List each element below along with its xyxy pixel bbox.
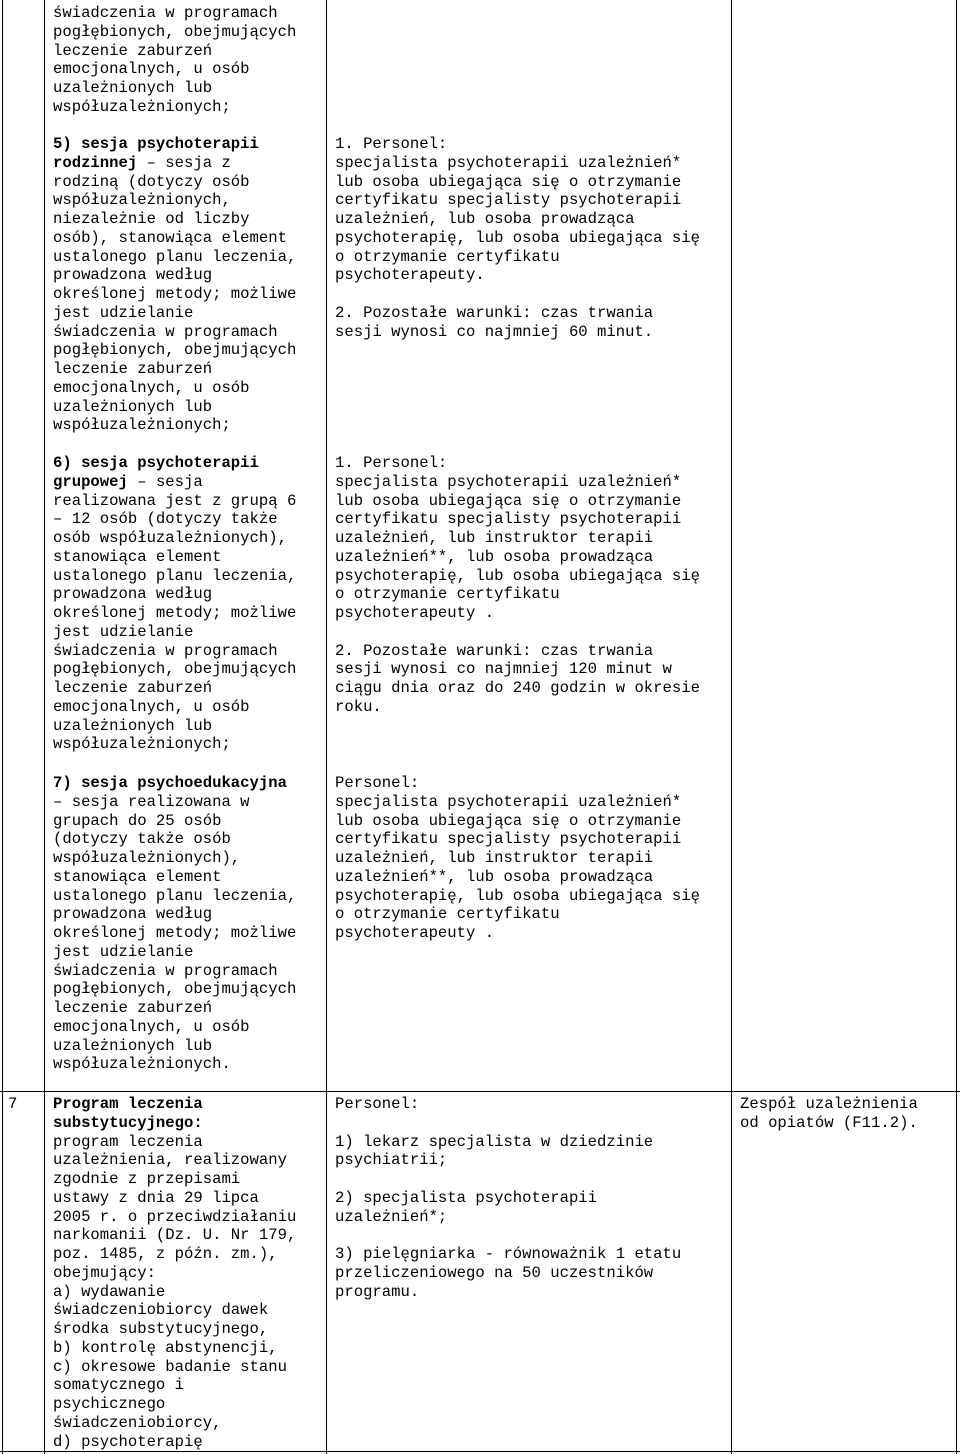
requirement-line: psychoterapię, lub osoba ubiegająca się	[335, 228, 700, 247]
service-line: świadczenia w programach	[53, 641, 278, 660]
service-description-psychoeducation	[53, 774, 296, 1074]
requirement-line	[335, 623, 700, 642]
service-title-line	[53, 1095, 296, 1114]
service-line: program leczenia	[53, 1132, 203, 1151]
requirement-line: uzależnień, lub instruktor terapii	[335, 849, 654, 867]
service-description-family-session	[53, 135, 296, 435]
requirement-line: psychoterapię, lub osoba ubiegająca się	[335, 566, 700, 585]
requirement-line: o otrzymanie certyfikatu	[335, 247, 560, 266]
service-line: emocjonalnych, u osób	[53, 1017, 250, 1036]
service-line: stanowiąca element	[53, 867, 222, 886]
service-line: emocjonalnych, u osób	[53, 60, 250, 79]
requirement-line: ciągu dnia oraz do 240 godzin w okresie	[335, 679, 700, 697]
service-line: współuzależnionych;	[53, 735, 231, 754]
service-description-continued	[53, 4, 296, 117]
service-line: środka substytucyjnego,	[53, 1320, 269, 1338]
service-line: współuzależnionych,	[53, 191, 231, 210]
requirements-group-session	[335, 454, 700, 717]
service-title: substytucyjnego	[53, 1113, 194, 1132]
requirement-line: o otrzymanie certyfikatu	[335, 905, 560, 924]
service-line: emocjonalnych, u osób	[53, 697, 250, 716]
service-line: leczenie zaburzeń	[53, 999, 213, 1017]
requirement-line: lub osoba ubiegająca się o otrzymanie	[335, 811, 682, 830]
service-title: grupowej	[53, 472, 128, 491]
service-line: grupach do 25 osób	[53, 811, 222, 830]
service-line: współuzależnionych),	[53, 849, 241, 867]
service-line: określonej metody; możliwe	[53, 604, 297, 622]
diagnosis-line: od opiatów (F11.2).	[740, 1113, 918, 1132]
diagnosis-line: Zespół uzależnienia	[740, 1095, 918, 1113]
requirement-line: specjalista psychoterapii uzależnień*	[335, 153, 682, 172]
service-line: zgodnie z przepisami	[53, 1170, 241, 1188]
service-line: współuzależnionych;	[53, 97, 231, 116]
service-line: (dotyczy także osób	[53, 830, 231, 849]
requirement-line: psychoterapeuty .	[335, 924, 495, 942]
service-line: współuzależnionych;	[53, 416, 231, 435]
service-line: pogłębionych, obejmujących	[53, 341, 297, 360]
requirement-line: programu.	[335, 1282, 420, 1301]
service-title: rodzinnej	[53, 153, 138, 172]
service-line: – 12 osób (dotyczy także	[53, 510, 278, 529]
service-line: świadczenia w programach	[53, 322, 278, 341]
service-line: psychicznego	[53, 1395, 166, 1413]
service-line: świadczenia w programach	[53, 961, 278, 980]
requirement-line	[335, 1170, 681, 1189]
diagnosis-substitution-program	[740, 1095, 918, 1133]
service-line: niezależnie od liczby	[53, 210, 250, 228]
requirement-line: psychoterapię, lub osoba ubiegająca się	[335, 886, 700, 905]
requirement-line: sesji wynosi co najmniej 60 minut.	[335, 322, 654, 341]
service-line: prowadzona według	[53, 585, 213, 604]
service-line: określonej metody; możliwe	[53, 924, 297, 942]
requirement-line: lub osoba ubiegająca się o otrzymanie	[335, 491, 682, 510]
service-title-line	[53, 473, 296, 492]
column-divider-lp	[44, 0, 45, 1454]
requirement-line: psychiatrii;	[335, 1151, 448, 1170]
requirement-line: 2) specjalista psychoterapii	[335, 1188, 598, 1207]
requirement-line	[335, 285, 700, 304]
requirements-psychoeducation	[335, 774, 700, 943]
service-line: prowadzona według	[53, 905, 213, 924]
service-line: jest udzielanie	[53, 303, 194, 322]
row-divider	[0, 1091, 960, 1092]
service-title-suffix: – sesja z	[137, 153, 231, 172]
requirement-line: 1) lekarz specjalista w dziedzinie	[335, 1132, 654, 1151]
service-line: ustalonego planu leczenia,	[53, 886, 297, 905]
service-line: uzależnionych lub	[53, 79, 213, 97]
requirement-line: sesji wynosi co najmniej 120 minut w	[335, 660, 672, 679]
service-line: d) psychoterapię	[53, 1432, 203, 1451]
service-title-suffix: – sesja	[127, 472, 203, 491]
row-number: 7	[8, 1095, 18, 1113]
service-line: narkomanii (Dz. U. Nr 179,	[53, 1226, 297, 1245]
requirement-line: roku.	[335, 697, 382, 716]
service-line: uzależnionych lub	[53, 397, 213, 416]
service-line: ustalonego planu leczenia,	[53, 566, 297, 585]
service-line: świadczenia w programach	[53, 4, 278, 22]
service-title: 5) sesja psychoterapii	[53, 135, 259, 153]
service-line: – sesja realizowana w	[53, 792, 250, 811]
service-title-line	[53, 1114, 296, 1133]
service-line: leczenie zaburzeń	[53, 679, 213, 697]
service-line: a) wydawanie	[53, 1282, 166, 1301]
requirement-line: Personel:	[335, 774, 420, 792]
requirement-line: specjalista psychoterapii uzależnień*	[335, 472, 682, 491]
service-line: pogłębionych, obejmujących	[53, 22, 297, 41]
service-line: leczenie zaburzeń	[53, 41, 213, 60]
requirement-line: 2. Pozostałe warunki: czas trwania	[335, 641, 654, 660]
service-line: somatycznego i	[53, 1376, 185, 1395]
service-line: ustawy z dnia 29 lipca	[53, 1188, 259, 1207]
service-line: jest udzielanie	[53, 622, 194, 641]
service-line: emocjonalnych, u osób	[53, 378, 250, 397]
requirement-line	[335, 1114, 681, 1133]
service-title: 7) sesja psychoedukacyjna	[53, 774, 287, 792]
service-line: określonej metody; możliwe	[53, 285, 297, 303]
service-line: uzależnionych lub	[53, 716, 213, 735]
requirement-line: psychoterapeuty.	[335, 266, 485, 285]
service-line: świadczeniobiorcy,	[53, 1413, 222, 1432]
service-line: stanowiąca element	[53, 547, 222, 566]
service-title-line	[53, 774, 296, 793]
service-line: uzależnienia, realizowany	[53, 1151, 287, 1170]
service-description-substitution-program	[53, 1095, 296, 1451]
requirement-line: 1. Personel:	[335, 454, 448, 472]
requirement-line: certyfikatu specjalisty psychoterapii	[335, 191, 682, 210]
service-line: pogłębionych, obejmujących	[53, 660, 297, 679]
service-line: uzależnionych lub	[53, 1036, 213, 1055]
service-line: b) kontrolę abstynencji,	[53, 1338, 278, 1357]
service-line: świadczeniobiorcy dawek	[53, 1301, 269, 1320]
requirement-line: specjalista psychoterapii uzależnień*	[335, 792, 682, 811]
service-line: ustalonego planu leczenia,	[53, 247, 297, 266]
service-title-suffix: :	[193, 1113, 203, 1132]
service-line: współuzależnionych.	[53, 1055, 231, 1074]
requirement-line: uzależnień**, lub osoba prowadząca	[335, 547, 654, 566]
service-line: jest udzielanie	[53, 942, 194, 961]
service-title-line	[53, 454, 296, 473]
requirement-line: lub osoba ubiegająca się o otrzymanie	[335, 172, 682, 191]
column-divider-requirements	[731, 0, 732, 1454]
requirement-line: o otrzymanie certyfikatu	[335, 585, 560, 604]
requirement-line: uzależnień**, lub osoba prowadząca	[335, 867, 654, 886]
requirement-line: uzależnień, lub instruktor terapii	[335, 529, 654, 547]
requirement-line: przeliczeniowego na 50 uczestników	[335, 1263, 654, 1282]
service-title-line	[53, 154, 296, 173]
service-description-group-session	[53, 454, 296, 754]
requirement-line: certyfikatu specjalisty psychoterapii	[335, 510, 682, 529]
requirement-line: 1. Personel:	[335, 135, 448, 153]
service-line: leczenie zaburzeń	[53, 360, 213, 378]
requirement-line: uzależnień, lub osoba prowadząca	[335, 210, 635, 228]
requirement-line: psychoterapeuty .	[335, 604, 495, 622]
requirement-line: Personel:	[335, 1095, 420, 1113]
service-line: poz. 1485, z późn. zm.),	[53, 1245, 278, 1263]
service-title: 6) sesja psychoterapii	[53, 454, 259, 472]
service-title: Program leczenia	[53, 1095, 203, 1113]
requirements-substitution-program	[335, 1095, 681, 1301]
requirement-line: uzależnień*;	[335, 1207, 448, 1226]
requirement-line: certyfikatu specjalisty psychoterapii	[335, 830, 682, 849]
service-line: c) okresowe badanie stanu	[53, 1357, 287, 1376]
requirement-line: 2. Pozostałe warunki: czas trwania	[335, 303, 654, 322]
requirements-family-session	[335, 135, 700, 341]
requirement-line	[335, 1226, 681, 1245]
service-line: 2005 r. o przeciwdziałaniu	[53, 1207, 297, 1226]
service-line: osób), stanowiąca element	[53, 228, 287, 247]
service-title-line	[53, 135, 296, 154]
requirement-line: 3) pielęgniarka - równoważnik 1 etatu	[335, 1245, 682, 1263]
service-line: realizowana jest z grupą 6	[53, 491, 297, 510]
service-line: rodziną (dotyczy osób	[53, 172, 250, 191]
column-divider-service	[326, 0, 327, 1454]
table-border-right	[956, 0, 957, 1454]
service-line: prowadzona według	[53, 266, 213, 285]
service-line: obejmujący:	[53, 1263, 156, 1282]
table-border-left	[2, 0, 3, 1454]
service-line: osób współuzależnionych),	[53, 529, 287, 547]
service-line: pogłębionych, obejmujących	[53, 980, 297, 999]
